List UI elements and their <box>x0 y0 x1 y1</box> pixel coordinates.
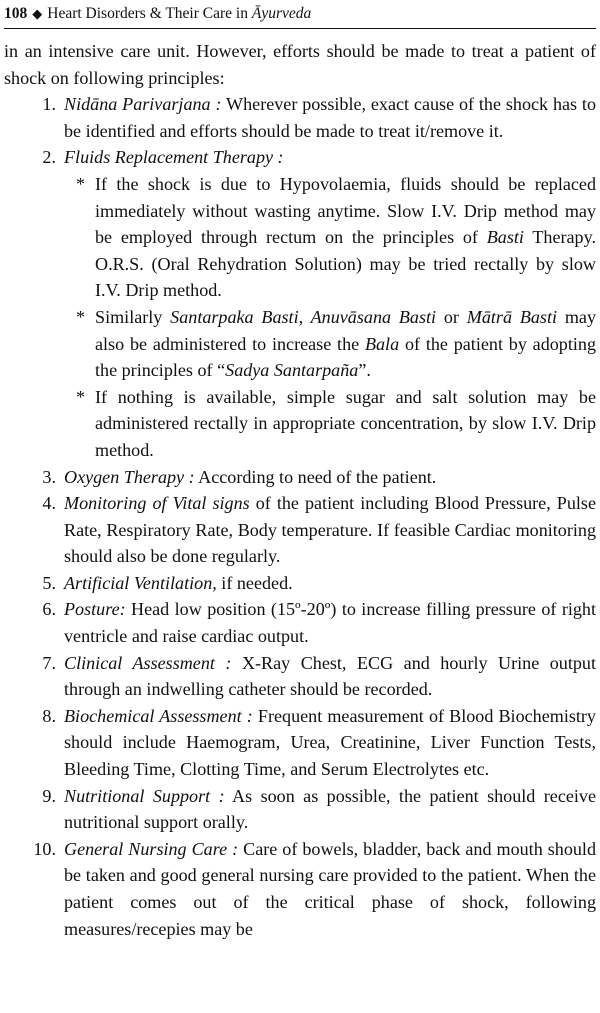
item-heading: Oxygen Therapy : <box>64 466 195 487</box>
item-text: of the patient including Blood Pressure, Pulse Rate, Respiratory Rate, Body temperature. If feasible Cardiac monitoring should also be done regularly. <box>64 493 596 567</box>
diamond-bullet-icon: ◆ <box>32 6 43 21</box>
header-rule <box>4 28 596 29</box>
list-item <box>4 490 596 570</box>
page-number: 108 <box>4 5 28 22</box>
item-number: 2. <box>42 147 56 168</box>
list-item <box>4 91 596 144</box>
sub-list-item <box>64 304 596 384</box>
list-item <box>4 650 596 703</box>
item-heading: Posture: <box>64 599 126 620</box>
item-heading: Nidāna Parivarjana : <box>64 94 222 115</box>
sub-text: If nothing is available, simple sugar and salt solution may be administered rectally in appropriate concentration, by slow I.V. Drip method. <box>95 386 596 460</box>
item-heading: Monitoring of Vital signs <box>64 493 250 514</box>
running-title-suffix: Āyurveda <box>251 5 312 22</box>
page-body <box>4 38 596 942</box>
running-title-prefix: Heart Disorders & Their Care in <box>47 5 248 22</box>
item-text: if needed. <box>216 572 293 593</box>
list-item <box>4 464 596 491</box>
item-heading: Artificial Ventilation, <box>64 572 217 593</box>
list-item <box>4 836 596 942</box>
sub-text: If the shock is due to Hypovolaemia, fluids should be replaced immediately without wasting anytime. Slow I.V. Drip method may be employed through rectum on the principles of <box>95 173 596 248</box>
sub-italic: Santarpaka Basti, Anuvāsana Basti <box>170 306 437 327</box>
sub-list-item <box>64 171 596 304</box>
sub-list <box>64 171 596 464</box>
item-text: Care of bowels, bladder, back and mouth should be taken and good general nursing care provided to the patient. When the patient comes out of the critical phase of shock, following measures/recepies may be <box>64 838 596 939</box>
sub-italic: Basti <box>486 227 524 248</box>
item-text: Head low position (15º-20º) to increase filling pressure of right ventricle and raise cardiac output. <box>64 599 596 647</box>
item-text: Frequent measurement of Blood Biochemistry should include Haemogram, Urea, Creatinine, Liver Function Tests, Bleeding Time, Clotting Time, and Serum Electrolytes etc. <box>64 705 596 780</box>
running-title <box>47 5 311 23</box>
item-number: 6. <box>42 599 56 620</box>
item-text: As soon as possible, the patient should receive nutritional support orally. <box>64 785 596 833</box>
item-number: 4. <box>42 493 56 514</box>
item-number: 5. <box>42 572 56 593</box>
item-text: Wherever possible, exact cause of the shock has to be identified and efforts should be made to treat it/remove it. <box>64 94 597 141</box>
item-heading: Biochemical Assessment : <box>64 705 253 726</box>
sub-italic: Mātrā Basti <box>466 306 558 327</box>
item-heading: Nutritional Support : <box>64 785 225 806</box>
sub-text: Therapy. O.R.S. (Oral Rehydration Solution) may be tried rectally by slow I.V. Drip method. <box>95 227 596 301</box>
sub-text: or <box>436 306 467 327</box>
running-header <box>4 2 596 26</box>
sub-list-item <box>64 384 596 464</box>
item-heading: Clinical Assessment : <box>64 652 232 673</box>
sub-italic: Bala <box>364 333 400 354</box>
item-number: 9. <box>42 785 56 806</box>
item-text: X-Ray Chest, ECG and hourly Urine output through an indwelling catheter should be recorded. <box>64 652 596 700</box>
asterisk-bullet: * <box>76 173 86 194</box>
item-number: 8. <box>42 705 56 726</box>
sub-italic: Sadya Santarpaña <box>225 360 359 381</box>
sub-text: ”. <box>358 360 371 381</box>
item-number: 1. <box>42 94 56 115</box>
asterisk-bullet: * <box>76 306 86 327</box>
sub-text: Similarly <box>95 306 171 327</box>
item-heading: General Nursing Care : <box>64 838 239 859</box>
intro-paragraph: in an intensive care unit. However, efforts should be made to treat a patient of shock on following principles: <box>4 41 596 88</box>
list-item <box>4 144 596 463</box>
item-number: 3. <box>42 466 56 487</box>
list-item <box>4 596 596 649</box>
treatment-principles-list <box>4 91 596 942</box>
list-item <box>4 783 596 836</box>
asterisk-bullet: * <box>76 386 86 407</box>
sub-text: of the patient by adopting the principles of “ <box>95 333 596 381</box>
item-text: According to need of the patient. <box>194 466 437 487</box>
list-item <box>4 570 596 597</box>
list-item <box>4 703 596 783</box>
item-number: 7. <box>42 652 56 673</box>
sub-text: may also be administered to increase the <box>95 306 596 354</box>
item-number: 10. <box>33 838 56 859</box>
item-heading: Fluids Replacement Therapy : <box>64 147 284 168</box>
